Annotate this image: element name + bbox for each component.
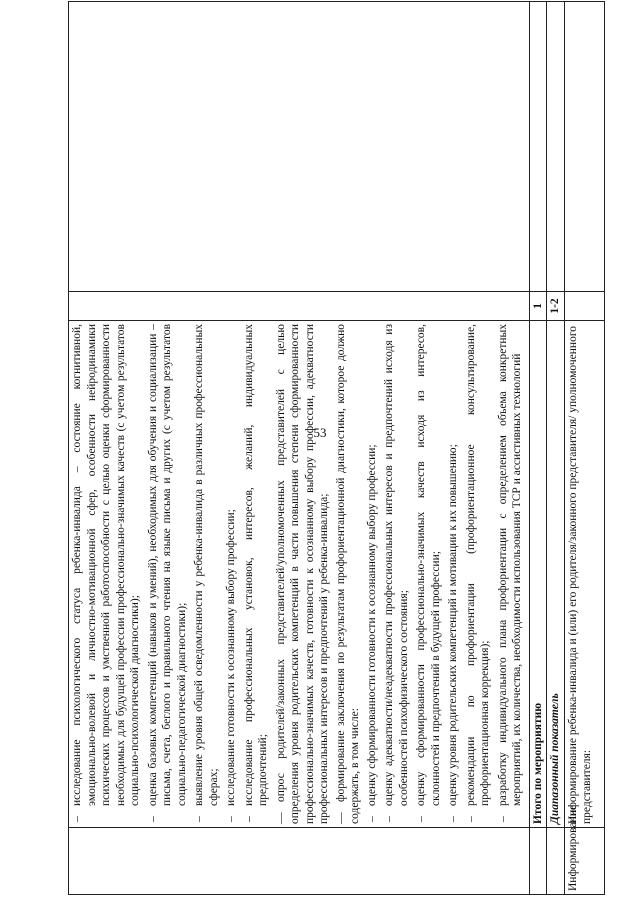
- list-item: – оценку сформированности профессионально-значимых качеств исходя из интересов, склонностей и предпочтений в будущей профессии;: [414, 324, 443, 824]
- table-row-range: [547, 2, 565, 895]
- table-row-informing: [564, 2, 604, 895]
- cell-empty: [564, 2, 604, 292]
- paragraph-conclusion: [334, 324, 363, 824]
- list-item: – оценку сформированности готовности к осознанному выбору профессии;: [365, 324, 380, 824]
- list-item: – исследование профессиональных установок, интересов, желаний, индивидуальных предпочтений;: [242, 324, 271, 824]
- list-item: – оценка базовых компетенций (навыков и умений), необходимых для обучения и социализации – письма, счета, беглого и правильного чтения на языке письма и других (с учетом результатов социально-педагогической диагностики);: [146, 324, 190, 824]
- rotated-table-wrapper: [68, 30, 593, 895]
- paragraph-survey-text: опрос родителей/законных представителей/уполномоченных представителей с целью определения уровня родительских компетенций в части повышения степени сформированности профессионально-значимых качеств, готовности к осознанному выбору профессии, адекватности профессиональных интересов и предпочтений у ребенка-инвалида;: [274, 324, 330, 824]
- cell-empty: [547, 828, 565, 895]
- cell-empty: [529, 828, 547, 895]
- cell-main-description: [69, 321, 530, 828]
- total-value: 1: [529, 292, 547, 321]
- list-item: – рекомендации по профориентации (профориентационное консультирование, профориентационная коррекция);: [464, 324, 493, 824]
- cell-empty-name: [69, 828, 530, 895]
- page-number: 53: [313, 425, 327, 440]
- cell-empty: [547, 2, 565, 292]
- dash-glyph: —: [274, 812, 287, 824]
- paragraph-conclusion-text: формирование заключения по результатам профориентационной диагностики, которое должно содержать, в том числе:: [334, 324, 361, 824]
- cell-empty-count: [69, 292, 530, 321]
- informing-name: Информирование: [564, 828, 604, 895]
- paragraph-survey: [274, 324, 332, 824]
- list-item: – исследование психологического статуса ребенка-инвалида – состояние когнитивной, эмоционально-волевой и личностно-мотивационной сфер, особенности нейродинамики психических процессов и умственной работоспособности с целью оценки сформированности необходимых для будущей профессии профессионально-значимых качеств (с учетом результатов социально-психологической диагностики);: [70, 324, 143, 824]
- table-row-main: [69, 2, 530, 895]
- bullet-list-a: [70, 324, 271, 824]
- cell-empty: [564, 292, 604, 321]
- service-table: [68, 1, 605, 895]
- list-item: – оценку адекватности/неадекватности профессиональных интересов и предпочтений исходя из особенностей психофизического состояния;: [382, 324, 411, 824]
- list-item: – оценку уровня родительских компетенций и мотивации к их повышению;: [446, 324, 461, 824]
- informing-text: Информирование ребенка-инвалида и (или) его родителя/законного представителя/ уполномоченного представителя:: [564, 321, 604, 828]
- cell-empty-extra: [69, 2, 530, 292]
- list-item: – разработку индивидуального плана профориентации с определением объема конкретных мероприятий, их количества, необходимости использования ТСР и ассистивных технологий: [496, 324, 525, 824]
- table-row-total: [529, 2, 547, 895]
- range-label: Диапазонный показатель: [547, 321, 565, 828]
- dash-glyph: —: [334, 812, 347, 824]
- list-item: – исследование готовности к осознанному выбору профессии;: [224, 324, 239, 824]
- bullet-list-b: [365, 324, 525, 824]
- list-item: – выявление уровня общей осведомленности у ребенка-инвалида в различных профессиональных сферах;: [192, 324, 221, 824]
- total-label: Итого по мероприятию: [529, 321, 547, 828]
- cell-empty: [529, 2, 547, 292]
- range-value: 1-2: [547, 292, 565, 321]
